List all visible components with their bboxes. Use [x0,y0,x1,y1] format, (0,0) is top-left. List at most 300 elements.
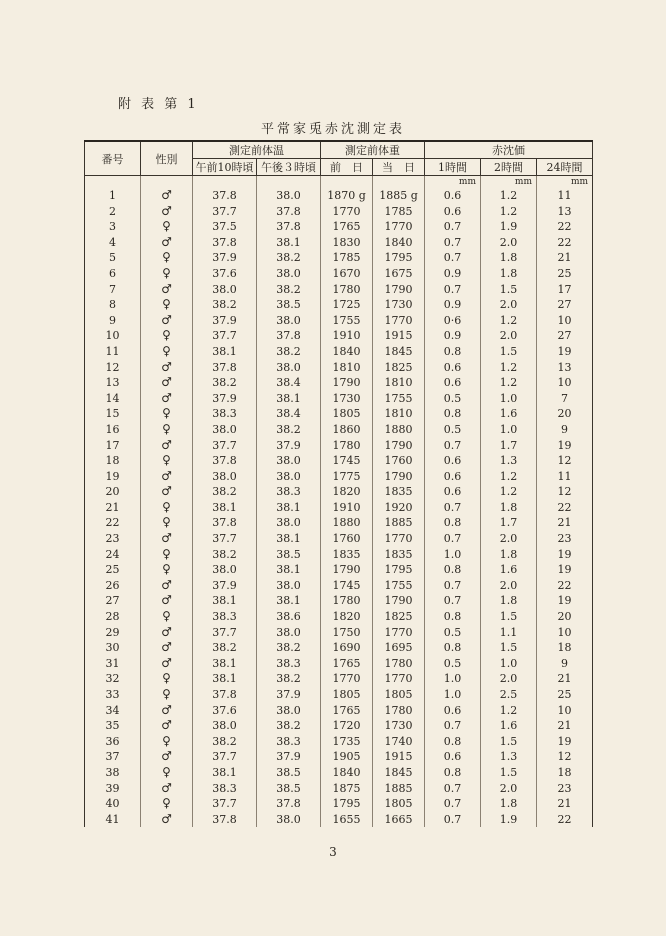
row-temp-am: 37.7 [193,531,257,547]
row-esr-1h: 0.6 [425,204,481,220]
table-row [85,438,593,454]
row-sex: ♂ [141,313,193,329]
row-sex: ♂ [141,640,193,656]
row-temp-pm: 37.9 [257,438,321,454]
header-body-weight: 測定前体重 [321,141,425,159]
row-weight-day: 1915 [373,328,425,344]
row-weight-day: 1730 [373,718,425,734]
row-sex: ♀ [141,671,193,687]
row-esr-2h: 2.0 [481,578,537,594]
row-esr-1h: 0.6 [425,469,481,485]
row-sex: ♀ [141,562,193,578]
row-esr-24h: 19 [537,562,593,578]
row-temp-pm: 38.2 [257,640,321,656]
row-number: 31 [85,656,141,672]
row-weight-prev: 1830 [321,235,373,251]
row-temp-am: 38.3 [193,406,257,422]
row-temp-am: 37.7 [193,438,257,454]
row-esr-24h: 21 [537,250,593,266]
row-temp-am: 37.9 [193,250,257,266]
table-row [85,812,593,828]
row-weight-day: 1675 [373,266,425,282]
row-esr-2h: 1.2 [481,703,537,719]
row-esr-24h: 25 [537,266,593,282]
row-esr-2h: 1.8 [481,250,537,266]
row-weight-prev: 1780 [321,593,373,609]
row-number: 39 [85,781,141,797]
row-esr-2h: 2.0 [481,671,537,687]
row-esr-1h: 0.6 [425,375,481,391]
row-temp-pm: 38.1 [257,531,321,547]
row-esr-1h: 0.9 [425,266,481,282]
row-temp-am: 38.1 [193,671,257,687]
row-weight-prev: 1785 [321,250,373,266]
row-temp-pm: 38.1 [257,500,321,516]
row-number: 21 [85,500,141,516]
row-esr-1h: 0.7 [425,812,481,828]
row-weight-prev: 1765 [321,219,373,235]
row-weight-day: 1770 [373,671,425,687]
row-esr-2h: 1.5 [481,609,537,625]
row-esr-1h: 0.8 [425,406,481,422]
table-row [85,453,593,469]
row-esr-24h: 12 [537,484,593,500]
row-number: 34 [85,703,141,719]
row-sex: ♀ [141,453,193,469]
header-weight-day: 当 日 [373,159,425,176]
row-esr-24h: 12 [537,453,593,469]
row-esr-1h: 0.7 [425,500,481,516]
row-esr-24h: 25 [537,687,593,703]
row-number: 13 [85,375,141,391]
row-esr-2h: 1.5 [481,344,537,360]
row-esr-2h: 1.9 [481,219,537,235]
row-sex: ♂ [141,718,193,734]
row-sex: ♀ [141,406,193,422]
row-temp-am: 37.7 [193,204,257,220]
row-sex: ♂ [141,188,193,204]
table-row [85,593,593,609]
row-number: 3 [85,219,141,235]
row-weight-day: 1790 [373,282,425,298]
row-number: 9 [85,313,141,329]
row-temp-pm: 38.2 [257,282,321,298]
table-row [85,469,593,485]
table-row [85,625,593,641]
row-number: 32 [85,671,141,687]
row-weight-prev: 1905 [321,749,373,765]
row-weight-prev: 1745 [321,453,373,469]
row-esr-2h: 1.8 [481,796,537,812]
row-number: 4 [85,235,141,251]
row-number: 11 [85,344,141,360]
row-esr-1h: 0.9 [425,297,481,313]
row-esr-24h: 11 [537,469,593,485]
row-sex: ♀ [141,297,193,313]
row-weight-prev: 1780 [321,282,373,298]
row-number: 5 [85,250,141,266]
row-esr-2h: 1.6 [481,406,537,422]
row-esr-1h: 0.7 [425,235,481,251]
table-row [85,282,593,298]
row-number: 38 [85,765,141,781]
row-esr-1h: 0·6 [425,313,481,329]
row-weight-day: 1760 [373,453,425,469]
row-esr-24h: 18 [537,640,593,656]
row-number: 18 [85,453,141,469]
row-temp-am: 38.0 [193,718,257,734]
row-esr-1h: 0.7 [425,578,481,594]
row-sex: ♀ [141,609,193,625]
row-sex: ♀ [141,796,193,812]
row-esr-1h: 0.9 [425,328,481,344]
row-sex: ♂ [141,235,193,251]
table-row [85,734,593,750]
row-esr-24h: 19 [537,547,593,563]
row-sex: ♀ [141,266,193,282]
row-temp-am: 37.7 [193,796,257,812]
header-weight-prev: 前 日 [321,159,373,176]
row-temp-pm: 38.0 [257,625,321,641]
row-esr-2h: 1.7 [481,515,537,531]
row-weight-day: 1920 [373,500,425,516]
row-esr-2h: 2.5 [481,687,537,703]
row-weight-day: 1695 [373,640,425,656]
row-sex: ♀ [141,422,193,438]
row-temp-am: 37.6 [193,266,257,282]
row-esr-2h: 1.0 [481,422,537,438]
table-row [85,609,593,625]
table-row [85,188,593,204]
row-temp-pm: 38.0 [257,703,321,719]
row-esr-2h: 1.5 [481,282,537,298]
row-esr-1h: 0.5 [425,391,481,407]
row-sex: ♂ [141,749,193,765]
row-esr-1h: 0.5 [425,656,481,672]
row-temp-pm: 37.9 [257,749,321,765]
row-number: 35 [85,718,141,734]
row-esr-2h: 1.3 [481,749,537,765]
row-weight-day: 1770 [373,625,425,641]
row-weight-day: 1825 [373,609,425,625]
row-temp-am: 37.8 [193,360,257,376]
row-temp-am: 38.1 [193,593,257,609]
row-esr-1h: 1.0 [425,671,481,687]
table-row [85,250,593,266]
row-temp-pm: 38.5 [257,547,321,563]
row-temp-am: 38.0 [193,282,257,298]
row-weight-day: 1835 [373,547,425,563]
row-sex: ♂ [141,531,193,547]
table-row [85,297,593,313]
row-weight-prev: 1725 [321,297,373,313]
row-temp-pm: 38.0 [257,453,321,469]
row-weight-day: 1810 [373,375,425,391]
table-row [85,718,593,734]
row-temp-am: 38.0 [193,469,257,485]
row-number: 25 [85,562,141,578]
row-esr-2h: 1.9 [481,812,537,828]
row-esr-24h: 18 [537,765,593,781]
row-weight-day: 1805 [373,796,425,812]
row-sex: ♀ [141,547,193,563]
row-esr-24h: 10 [537,313,593,329]
row-temp-pm: 38.0 [257,515,321,531]
row-temp-pm: 38.2 [257,671,321,687]
row-weight-prev: 1775 [321,469,373,485]
row-esr-24h: 22 [537,219,593,235]
row-number: 10 [85,328,141,344]
row-esr-24h: 22 [537,578,593,594]
row-sex: ♂ [141,812,193,828]
row-temp-am: 38.0 [193,562,257,578]
row-esr-24h: 11 [537,188,593,204]
esr-table [84,140,593,827]
row-esr-1h: 0.8 [425,344,481,360]
row-number: 24 [85,547,141,563]
row-number: 29 [85,625,141,641]
table-body [85,176,593,828]
row-esr-1h: 0.8 [425,562,481,578]
row-weight-prev: 1790 [321,375,373,391]
table-row [85,266,593,282]
row-temp-am: 38.3 [193,609,257,625]
row-weight-day: 1770 [373,219,425,235]
row-esr-1h: 0.5 [425,625,481,641]
row-esr-1h: 0.7 [425,718,481,734]
row-esr-2h: 1.0 [481,391,537,407]
row-weight-day: 1885 g [373,188,425,204]
row-esr-2h: 1.2 [481,469,537,485]
row-esr-2h: 1.8 [481,266,537,282]
table-row [85,500,593,516]
row-temp-pm: 38.2 [257,344,321,360]
row-weight-day: 1665 [373,812,425,828]
row-esr-24h: 10 [537,703,593,719]
row-number: 36 [85,734,141,750]
row-weight-prev: 1720 [321,718,373,734]
row-esr-1h: 0.6 [425,188,481,204]
row-temp-am: 38.1 [193,500,257,516]
row-temp-am: 38.2 [193,547,257,563]
row-esr-1h: 0.7 [425,438,481,454]
row-number: 30 [85,640,141,656]
row-temp-am: 37.6 [193,703,257,719]
row-weight-prev: 1765 [321,656,373,672]
row-esr-2h: 1.6 [481,718,537,734]
row-esr-1h: 0.8 [425,609,481,625]
row-weight-day: 1835 [373,484,425,500]
row-weight-prev: 1805 [321,406,373,422]
table-row [85,313,593,329]
row-esr-1h: 0.7 [425,531,481,547]
table-row [85,640,593,656]
unit-mm-24h: mm [537,176,593,189]
header-esr-1h: 1時間 [425,159,481,176]
row-weight-prev: 1875 [321,781,373,797]
row-esr-24h: 9 [537,422,593,438]
table-row [85,515,593,531]
row-weight-day: 1840 [373,235,425,251]
row-sex: ♀ [141,687,193,703]
row-temp-am: 38.2 [193,375,257,391]
row-temp-am: 37.9 [193,391,257,407]
row-weight-day: 1730 [373,297,425,313]
table-row [85,703,593,719]
row-esr-2h: 1.8 [481,593,537,609]
row-sex: ♀ [141,344,193,360]
row-esr-2h: 1.2 [481,313,537,329]
row-sex: ♀ [141,734,193,750]
row-number: 41 [85,812,141,828]
row-weight-prev: 1810 [321,360,373,376]
header-esr: 赤沈価 [425,141,593,159]
row-weight-prev: 1755 [321,313,373,329]
row-esr-24h: 20 [537,609,593,625]
row-number: 8 [85,297,141,313]
row-temp-am: 37.8 [193,687,257,703]
header-temp-am: 午前10時頃 [193,159,257,176]
row-weight-prev: 1880 [321,515,373,531]
row-temp-am: 37.8 [193,453,257,469]
row-esr-2h: 1.6 [481,562,537,578]
row-temp-pm: 38.6 [257,609,321,625]
row-esr-2h: 2.0 [481,235,537,251]
row-sex: ♂ [141,282,193,298]
table-row [85,422,593,438]
row-weight-day: 1790 [373,438,425,454]
row-weight-day: 1795 [373,562,425,578]
row-weight-prev: 1805 [321,687,373,703]
row-weight-prev: 1670 [321,266,373,282]
row-temp-pm: 38.1 [257,235,321,251]
row-sex: ♀ [141,765,193,781]
row-temp-pm: 38.0 [257,812,321,828]
row-weight-prev: 1910 [321,500,373,516]
row-temp-pm: 38.1 [257,593,321,609]
row-esr-24h: 7 [537,391,593,407]
row-temp-pm: 38.2 [257,250,321,266]
row-esr-24h: 22 [537,235,593,251]
row-temp-am: 37.9 [193,578,257,594]
row-weight-day: 1780 [373,703,425,719]
row-esr-24h: 10 [537,375,593,391]
row-weight-day: 1880 [373,422,425,438]
row-temp-pm: 38.0 [257,469,321,485]
row-esr-2h: 1.2 [481,188,537,204]
row-esr-2h: 2.0 [481,531,537,547]
row-number: 12 [85,360,141,376]
row-weight-prev: 1835 [321,547,373,563]
row-number: 40 [85,796,141,812]
row-weight-day: 1795 [373,250,425,266]
row-temp-pm: 38.3 [257,484,321,500]
row-sex: ♂ [141,391,193,407]
table-row [85,219,593,235]
row-temp-pm: 38.2 [257,718,321,734]
row-weight-prev: 1750 [321,625,373,641]
row-esr-24h: 19 [537,344,593,360]
row-weight-day: 1810 [373,406,425,422]
row-number: 16 [85,422,141,438]
row-number: 23 [85,531,141,547]
row-temp-am: 37.8 [193,812,257,828]
row-esr-1h: 0.6 [425,703,481,719]
row-temp-pm: 38.0 [257,313,321,329]
row-esr-24h: 20 [537,406,593,422]
row-temp-pm: 38.2 [257,422,321,438]
row-weight-prev: 1745 [321,578,373,594]
row-temp-pm: 38.5 [257,765,321,781]
row-esr-2h: 1.5 [481,640,537,656]
row-temp-pm: 38.5 [257,297,321,313]
row-esr-24h: 10 [537,625,593,641]
row-esr-2h: 1.8 [481,547,537,563]
row-sex: ♀ [141,250,193,266]
header-temp-pm: 午後３時頃 [257,159,321,176]
row-temp-pm: 38.0 [257,266,321,282]
header-sex: 性別 [141,141,193,176]
row-esr-24h: 27 [537,328,593,344]
row-esr-2h: 1.1 [481,625,537,641]
table-row [85,375,593,391]
row-esr-2h: 1.2 [481,360,537,376]
row-esr-1h: 0.6 [425,453,481,469]
row-number: 37 [85,749,141,765]
row-esr-24h: 13 [537,360,593,376]
row-weight-prev: 1760 [321,531,373,547]
row-number: 17 [85,438,141,454]
row-esr-1h: 0.8 [425,765,481,781]
row-esr-2h: 1.2 [481,484,537,500]
row-weight-prev: 1840 [321,344,373,360]
row-temp-am: 38.3 [193,781,257,797]
row-sex: ♀ [141,500,193,516]
row-sex: ♂ [141,781,193,797]
row-weight-prev: 1765 [321,703,373,719]
row-esr-24h: 19 [537,593,593,609]
row-esr-1h: 0.5 [425,422,481,438]
row-esr-24h: 21 [537,671,593,687]
row-temp-am: 37.8 [193,235,257,251]
row-number: 15 [85,406,141,422]
row-weight-day: 1755 [373,578,425,594]
row-temp-am: 38.0 [193,422,257,438]
row-temp-am: 37.7 [193,625,257,641]
row-temp-pm: 38.0 [257,578,321,594]
row-number: 33 [85,687,141,703]
row-number: 6 [85,266,141,282]
row-temp-am: 38.1 [193,344,257,360]
row-weight-prev: 1820 [321,484,373,500]
row-esr-24h: 21 [537,796,593,812]
row-esr-24h: 22 [537,812,593,828]
row-esr-1h: 1.0 [425,547,481,563]
row-temp-pm: 38.1 [257,562,321,578]
row-temp-pm: 37.8 [257,796,321,812]
row-weight-prev: 1770 [321,671,373,687]
row-number: 7 [85,282,141,298]
row-number: 22 [85,515,141,531]
row-sex: ♂ [141,593,193,609]
header-esr-2h: 2時間 [481,159,537,176]
row-esr-2h: 1.2 [481,204,537,220]
row-weight-prev: 1730 [321,391,373,407]
row-weight-day: 1845 [373,344,425,360]
table-row [85,656,593,672]
table-row [85,360,593,376]
row-esr-1h: 0.8 [425,515,481,531]
